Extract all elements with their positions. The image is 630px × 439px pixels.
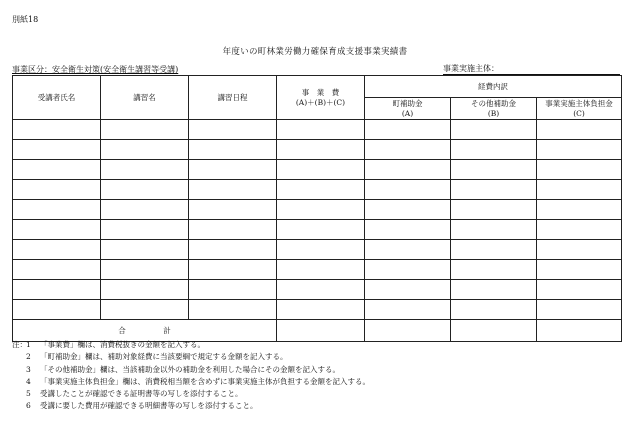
- table-cell[interactable]: [365, 220, 451, 240]
- notes-section: [12, 339, 370, 413]
- table-cell[interactable]: [101, 140, 189, 160]
- table-cell[interactable]: [537, 260, 622, 280]
- table-cell[interactable]: [277, 180, 365, 200]
- header-other-subsidy-line1: その他補助金: [471, 98, 516, 108]
- table-cell[interactable]: [189, 300, 277, 320]
- table-cell[interactable]: [277, 200, 365, 220]
- table-cell[interactable]: [277, 280, 365, 300]
- table-cell[interactable]: [277, 260, 365, 280]
- note-text: 「町補助金」欄は、補助対象経費に当該要綱で規定する金額を記入する。: [40, 352, 288, 362]
- note-text: 「事業費」欄は、消費税抜きの金額を記入する。: [40, 340, 205, 349]
- table-row: [13, 140, 622, 160]
- table-cell[interactable]: [537, 140, 622, 160]
- table-row: [13, 200, 622, 220]
- table-row: [13, 300, 622, 320]
- note-item: [12, 364, 370, 376]
- table-cell[interactable]: [537, 300, 622, 320]
- form-number: 別紙18: [12, 15, 39, 24]
- header-town-subsidy-line2: (A): [401, 108, 414, 118]
- table-cell[interactable]: [13, 200, 101, 220]
- table-cell[interactable]: [189, 260, 277, 280]
- header-implementer-share: [537, 98, 622, 120]
- note-item: [12, 376, 370, 388]
- table-cell[interactable]: [537, 180, 622, 200]
- table-cell[interactable]: [365, 140, 451, 160]
- table-cell[interactable]: [101, 280, 189, 300]
- implementer-field[interactable]: [443, 64, 620, 75]
- table-cell[interactable]: [101, 300, 189, 320]
- header-course-name: 講習名: [101, 76, 189, 120]
- note-number: 4: [26, 376, 31, 386]
- note-number: 1: [26, 340, 31, 349]
- table-cell[interactable]: [13, 140, 101, 160]
- table-cell[interactable]: [101, 160, 189, 180]
- table-cell[interactable]: [189, 280, 277, 300]
- header-project-cost-line2: (A)＋(B)＋(C): [295, 97, 346, 107]
- total-label: 合 計: [13, 320, 277, 342]
- table-cell[interactable]: [277, 160, 365, 180]
- note-item: [12, 400, 370, 412]
- header-trainee-name: 受講者氏名: [13, 76, 101, 120]
- table-cell[interactable]: [537, 220, 622, 240]
- table-cell[interactable]: [277, 300, 365, 320]
- table-cell[interactable]: [13, 300, 101, 320]
- note-number: 6: [26, 401, 31, 411]
- table-cell[interactable]: [537, 160, 622, 180]
- table-cell[interactable]: [189, 240, 277, 260]
- table-cell[interactable]: [365, 120, 451, 140]
- note-item: [12, 339, 370, 351]
- table-cell[interactable]: [101, 220, 189, 240]
- note-text: 受講したことが確認できる証明書等の写しを添付すること。: [40, 389, 243, 399]
- table-row: [13, 280, 622, 300]
- total-implementer-share[interactable]: [537, 320, 622, 342]
- table-row: [13, 120, 622, 140]
- table-cell[interactable]: [101, 180, 189, 200]
- header-town-subsidy: [365, 98, 451, 120]
- table-row: [13, 220, 622, 240]
- note-number: 2: [26, 352, 31, 362]
- implementer-label: 事業実施主体：: [443, 64, 499, 73]
- note-number: 5: [26, 389, 31, 399]
- table-cell[interactable]: [189, 140, 277, 160]
- total-other-subsidy[interactable]: [451, 320, 537, 342]
- total-town-subsidy[interactable]: [365, 320, 451, 342]
- table-cell[interactable]: [451, 240, 537, 260]
- table-row: [13, 160, 622, 180]
- header-cost-breakdown: 経費内訳: [365, 76, 622, 98]
- table-cell[interactable]: [189, 160, 277, 180]
- header-town-subsidy-line1: 町補助金: [392, 98, 423, 108]
- table-cell[interactable]: [101, 260, 189, 280]
- table-cell[interactable]: [451, 120, 537, 140]
- header-schedule: 講習日程: [189, 76, 277, 120]
- note-text: 受講に要した費用が確認できる明細書等の写しを添付すること。: [40, 401, 258, 411]
- table-cell[interactable]: [365, 200, 451, 220]
- table-cell[interactable]: [537, 200, 622, 220]
- table-cell[interactable]: [277, 220, 365, 240]
- header-project-cost: [277, 76, 365, 120]
- table-cell[interactable]: [537, 280, 622, 300]
- table-cell[interactable]: [451, 300, 537, 320]
- table-cell[interactable]: [189, 200, 277, 220]
- table-cell[interactable]: [365, 260, 451, 280]
- table-row: [13, 240, 622, 260]
- note-item: [12, 351, 370, 363]
- note-text: 「事業実施主体負担金」欄は、消費税相当額を含めずに事業実施主体が負担する金額を記入する。: [40, 376, 370, 386]
- table-cell[interactable]: [13, 260, 101, 280]
- table-cell[interactable]: [365, 240, 451, 260]
- table-cell[interactable]: [451, 180, 537, 200]
- table-cell[interactable]: [101, 240, 189, 260]
- table-cell[interactable]: [13, 220, 101, 240]
- notes-prefix: 注：: [12, 340, 27, 349]
- table-cell[interactable]: [13, 280, 101, 300]
- table-cell[interactable]: [189, 180, 277, 200]
- table-cell[interactable]: [451, 140, 537, 160]
- table-cell[interactable]: [189, 120, 277, 140]
- note-number: 3: [26, 364, 31, 374]
- table-row: [13, 260, 622, 280]
- table-cell[interactable]: [365, 280, 451, 300]
- table-cell[interactable]: [13, 240, 101, 260]
- table-cell[interactable]: [189, 220, 277, 240]
- table-cell[interactable]: [537, 240, 622, 260]
- header-other-subsidy-line2: (B): [487, 108, 500, 118]
- table-cell[interactable]: [365, 160, 451, 180]
- table-cell[interactable]: [451, 160, 537, 180]
- table-cell[interactable]: [101, 200, 189, 220]
- header-project-cost-line1: 事 業 費: [301, 87, 340, 97]
- note-text: 「その他補助金」欄は、当該補助金以外の補助金を利用した場合にその金額を記入する。: [40, 364, 340, 374]
- table-cell[interactable]: [365, 180, 451, 200]
- note-item: [12, 388, 370, 400]
- table-cell[interactable]: [277, 140, 365, 160]
- header-other-subsidy: [451, 98, 537, 120]
- table-cell[interactable]: [451, 220, 537, 240]
- table-cell[interactable]: [277, 120, 365, 140]
- table-row: [13, 180, 622, 200]
- table-cell[interactable]: [537, 120, 622, 140]
- table-cell[interactable]: [101, 120, 189, 140]
- business-category: 事業区分：安全衛生対策(安全衛生講習等受講): [12, 65, 179, 74]
- table-cell[interactable]: [277, 240, 365, 260]
- table-cell[interactable]: [451, 280, 537, 300]
- table-cell[interactable]: [13, 160, 101, 180]
- table-cell[interactable]: [365, 300, 451, 320]
- table-cell[interactable]: [451, 260, 537, 280]
- table-cell[interactable]: [13, 120, 101, 140]
- table-cell[interactable]: [451, 200, 537, 220]
- table-cell[interactable]: [13, 180, 101, 200]
- document-title: 年度いの町林業労働力確保育成支援事業実績書: [222, 47, 408, 57]
- header-implementer-share-line1: 事業実施主体負担金: [545, 98, 613, 108]
- results-table: [12, 75, 622, 342]
- header-implementer-share-line2: (C): [573, 108, 585, 118]
